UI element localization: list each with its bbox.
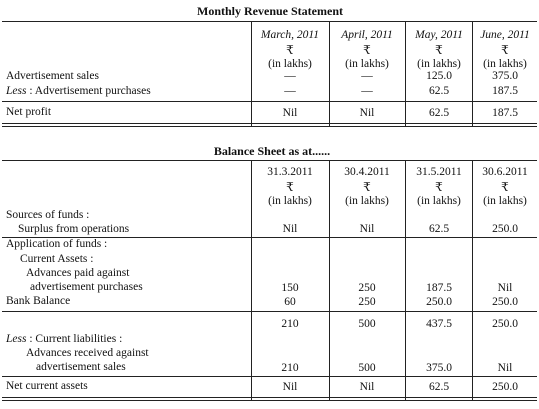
rupee-symbol: ₹ [435,43,443,57]
revenue-row-label: Net profit [6,106,52,118]
balance-cell: 62.5 [428,223,450,235]
revenue-bottom-rule [2,126,537,127]
revenue-col-divider [405,21,406,126]
balance-cell: 250.0 [492,381,518,393]
balance-title: Balance Sheet as at...... [213,144,331,158]
revenue-cell: Nil [359,107,375,119]
revenue-cell: 187.5 [492,85,518,97]
balance-bottom-rule [2,400,537,401]
balance-col-divider [405,160,406,400]
rupee-symbol: ₹ [363,43,371,57]
balance-cell: 250.0 [492,318,518,330]
balance-col-header: 30.4.2011 [344,166,390,178]
bank-balance-label: Bank Balance [6,295,71,307]
advances-received-label: advertisement sales [36,361,126,373]
balance-cell: 250.0 [492,223,518,235]
balance-cell: 250 [358,296,376,308]
balance-cell: Nil [497,282,513,294]
revenue-cell: 62.5 [428,85,450,97]
current-liabilities-heading [6,334,122,346]
less-prefix: Less [6,333,27,345]
revenue-cell: 125.0 [426,70,452,82]
balance-col-unit: (in lakhs) [483,195,527,207]
revenue-row-label [6,86,151,98]
revenue-col-header: May, 2011 [415,29,463,41]
rupee-symbol: ₹ [286,43,294,57]
balance-col-divider [251,160,252,400]
balance-cell: 210 [281,318,299,330]
balance-cell: Nil [359,223,375,235]
rupee-symbol: ₹ [363,180,371,194]
balance-cell: 375.0 [426,362,452,374]
revenue-col-divider [329,21,330,126]
current-assets-heading: Current Assets : [20,253,94,265]
balance-cell: 60 [284,296,296,308]
balance-cell: 250.0 [426,296,452,308]
balance-col-divider [472,160,473,400]
balance-col-divider [329,160,330,400]
revenue-cell: — [284,85,296,97]
balance-col-header: 31.3.2011 [267,166,313,178]
balance-rule [2,376,537,377]
balance-col-unit: (in lakhs) [345,195,389,207]
revenue-top-rule [2,21,537,22]
balance-cell: Nil [282,223,298,235]
balance-cell: 437.5 [426,318,452,330]
rupee-symbol: ₹ [435,180,443,194]
application-heading: Application of funds : [6,238,108,250]
revenue-cell: 375.0 [492,70,518,82]
revenue-col-divider [472,21,473,126]
balance-cell: 500 [358,362,376,374]
revenue-col-unit: (in lakhs) [417,58,461,70]
balance-cell: 187.5 [426,282,452,294]
revenue-cell: Nil [282,107,298,119]
balance-cell: 500 [358,318,376,330]
surplus-label: Surplus from operations [18,223,130,235]
revenue-col-header: March, 2011 [260,29,320,41]
revenue-col-header: April, 2011 [341,29,393,41]
balance-col-unit: (in lakhs) [268,195,312,207]
rupee-symbol: ₹ [501,43,509,57]
sources-heading: Sources of funds : [6,209,90,221]
revenue-cell: — [361,70,373,82]
advances-paid-label: advertisement purchases [30,281,143,293]
balance-cell: 250 [358,282,376,294]
balance-top-rule [2,160,537,161]
net-current-assets-label: Net current assets [6,380,88,392]
revenue-col-unit: (in lakhs) [483,58,527,70]
balance-cell: Nil [497,362,513,374]
balance-rule [2,311,537,312]
balance-col-unit: (in lakhs) [417,195,461,207]
revenue-cell: 62.5 [428,107,450,119]
balance-bottom-rule [2,397,537,398]
revenue-cell: — [284,70,296,82]
revenue-cell: — [361,85,373,97]
rupee-symbol: ₹ [501,180,509,194]
revenue-col-unit: (in lakhs) [345,58,389,70]
balance-cell: 250.0 [492,296,518,308]
revenue-title: Monthly Revenue Statement [197,4,343,18]
balance-cell: 150 [281,282,299,294]
revenue-mid-rule [2,101,537,102]
balance-cell: 62.5 [428,381,450,393]
balance-cell: 210 [281,362,299,374]
revenue-col-divider [251,21,252,126]
current-liabilities-text: : Current liabilities : [26,333,123,345]
less-prefix: Less [6,85,27,97]
balance-cell: Nil [359,381,375,393]
rupee-symbol: ₹ [286,180,294,194]
balance-col-header: 30.6.2011 [482,166,528,178]
revenue-bottom-rule [2,123,537,124]
revenue-col-header: June, 2011 [480,29,530,41]
advances-paid-label: Advances paid against [26,267,130,279]
revenue-cell: 187.5 [492,107,518,119]
balance-cell: Nil [282,381,298,393]
revenue-row-label: Advertisement sales [6,70,99,82]
balance-col-header: 31.5.2011 [416,166,462,178]
advances-received-label: Advances received against [26,347,149,359]
revenue-col-unit: (in lakhs) [268,58,312,70]
revenue-row-label-text: : Advertisement purchases [26,85,151,97]
